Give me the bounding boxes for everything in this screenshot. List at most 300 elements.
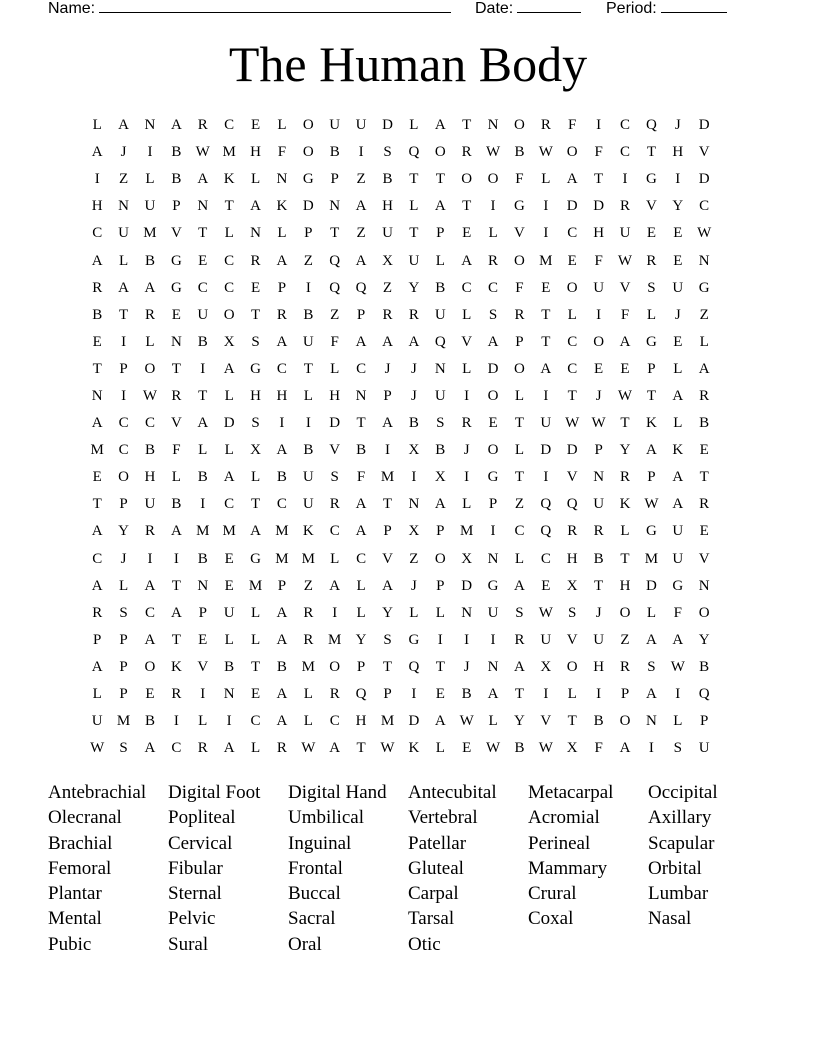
grid-letter: P (356, 306, 366, 323)
grid-letter: R (620, 198, 631, 215)
grid-letter: A (276, 713, 288, 730)
grid-letter: P (356, 658, 366, 675)
grid-letter: T (594, 577, 604, 594)
grid-letter: A (434, 496, 446, 513)
grid-letter: N (118, 198, 129, 215)
grid-letter: C (567, 360, 578, 377)
grid-letter: P (436, 523, 445, 540)
grid-letter: R (92, 604, 103, 621)
grid-letter: U (144, 496, 156, 513)
grid-letter: X (250, 442, 261, 459)
grid-letter: N (250, 225, 261, 242)
name-label: Name: (48, 0, 96, 17)
grid-row (84, 166, 734, 193)
grid-letter: A (487, 333, 499, 350)
grid-letter: L (277, 117, 287, 134)
grid-letter: D (698, 117, 710, 134)
grid-letter: I (543, 198, 549, 215)
grid-letter: A (144, 740, 156, 757)
grid-letter: E (541, 577, 551, 594)
grid-letter: G (672, 577, 684, 594)
grid-letter: G (698, 279, 710, 296)
grid-letter: E (646, 225, 656, 242)
grid-letter: B (197, 333, 208, 350)
grid-letter: T (330, 225, 340, 242)
word-bank-item: Crural (528, 883, 577, 905)
grid-letter: J (120, 144, 127, 161)
grid-letter: F (277, 144, 287, 161)
grid-letter: N (434, 360, 446, 377)
grid-letter: W (538, 604, 553, 621)
grid-letter: I (173, 550, 179, 567)
grid-letter: V (698, 550, 710, 567)
grid-letter: Z (303, 577, 313, 594)
grid-letter: M (196, 523, 210, 540)
grid-letter: C (224, 117, 235, 134)
grid-letter: K (672, 442, 684, 459)
grid-letter: L (224, 631, 234, 648)
grid-letter: G (487, 469, 499, 486)
word-bank-item: Fibular (168, 857, 223, 879)
grid-letter: S (330, 469, 339, 486)
grid-letter: T (250, 306, 261, 323)
grid-letter: T (119, 306, 129, 323)
grid-letter: L (198, 713, 208, 730)
grid-row (84, 654, 734, 681)
grid-letter: B (435, 279, 446, 296)
grid-letter: C (540, 550, 551, 567)
grid-letter: A (619, 333, 631, 350)
grid-letter: C (514, 523, 525, 540)
grid-letter: A (355, 496, 367, 513)
grid-letter: E (620, 360, 630, 377)
grid-letter: C (488, 279, 499, 296)
grid-letter: C (356, 360, 367, 377)
grid-letter: H (672, 144, 684, 161)
grid-letter: D (487, 360, 499, 377)
word-bank-item: Inguinal (288, 832, 352, 854)
word-bank-item: Digital Foot (168, 782, 261, 803)
grid-letter: B (699, 658, 710, 675)
grid-letter: W (301, 740, 316, 757)
word-bank-item: Digital Hand (288, 782, 387, 803)
grid-letter: J (410, 577, 417, 594)
grid-letter: O (144, 360, 156, 377)
grid-letter: O (566, 658, 578, 675)
grid-letter: L (303, 713, 313, 730)
word-bank-item: Gluteal (408, 857, 464, 879)
grid-letter: B (276, 658, 287, 675)
grid-letter: A (118, 279, 129, 296)
grid-letter: O (434, 144, 446, 161)
grid-letter: M (116, 713, 131, 730)
grid-letter: R (567, 523, 578, 540)
grid-letter: M (301, 550, 315, 567)
grid-letter: L (250, 604, 261, 621)
grid-letter: A (382, 415, 393, 432)
grid-letter: L (435, 252, 445, 269)
grid-letter: O (487, 171, 499, 188)
grid-letter: V (461, 333, 473, 350)
grid-letter: A (197, 171, 209, 188)
grid-letter: W (644, 496, 659, 513)
grid-letter: A (170, 523, 182, 540)
grid-letter: L (567, 686, 577, 703)
grid-letter: D (461, 577, 473, 594)
grid-letter: N (355, 387, 367, 404)
grid-letter: L (646, 306, 656, 323)
grid-letter: P (620, 686, 630, 703)
grid-letter: S (515, 604, 524, 621)
word-bank-item: Nasal (648, 908, 692, 930)
grid-letter: I (675, 686, 681, 703)
grid-letter: A (276, 631, 288, 648)
grid-letter: P (119, 360, 128, 377)
grid-letter: B (171, 171, 182, 188)
grid-letter: O (434, 550, 446, 567)
grid-letter: F (356, 469, 366, 486)
grid-letter: R (488, 252, 499, 269)
grid-letter: I (596, 686, 602, 703)
grid-letter: D (593, 198, 605, 215)
grid-letter: O (144, 658, 156, 675)
grid-letter: D (223, 415, 235, 432)
grid-letter: N (645, 713, 657, 730)
grid-letter: P (383, 387, 392, 404)
grid-letter: A (250, 198, 261, 215)
grid-letter: A (514, 577, 525, 594)
grid-letter: S (647, 279, 656, 296)
grid-letter: I (384, 442, 390, 459)
grid-letter: R (144, 523, 155, 540)
grid-letter: X (566, 740, 578, 757)
grid-letter: O (118, 469, 129, 486)
grid-letter: Q (434, 333, 446, 350)
grid-letter: G (170, 279, 182, 296)
grid-letter: I (411, 469, 417, 486)
grid-letter: E (171, 306, 181, 323)
grid-letter: I (437, 631, 443, 648)
grid-letter: R (303, 604, 314, 621)
grid-letter: S (383, 144, 392, 161)
grid-letter: P (488, 496, 498, 513)
grid-letter: S (488, 306, 498, 323)
grid-row (84, 627, 734, 654)
grid-letter: R (303, 631, 314, 648)
word-bank-item: Femoral (48, 857, 112, 879)
grid-letter: X (461, 550, 473, 567)
grid-letter: E (250, 279, 261, 296)
word-bank-item: Antebrachial (48, 782, 147, 803)
grid-letter: B (461, 686, 472, 703)
grid-letter: N (487, 658, 499, 675)
grid-letter: Z (303, 252, 313, 269)
grid-letter: R (620, 469, 631, 486)
grid-row (84, 437, 734, 464)
grid-letter: C (118, 415, 129, 432)
grid-letter: S (568, 604, 577, 621)
grid-letter: L (92, 686, 102, 703)
grid-letter: F (515, 171, 524, 188)
grid-letter: N (487, 550, 499, 567)
grid-letter: A (329, 577, 341, 594)
grid-letter: Z (356, 171, 366, 188)
grid-letter: T (92, 360, 102, 377)
grid-letter: U (540, 415, 552, 432)
grid-letter: H (593, 658, 605, 675)
grid-letter: G (250, 360, 261, 377)
grid-letter: T (462, 198, 472, 215)
grid-row (84, 112, 734, 139)
grid-letter: R (620, 658, 631, 675)
grid-letter: M (222, 523, 236, 540)
grid-letter: Y (355, 631, 367, 648)
grid-letter: S (647, 658, 656, 675)
grid-letter: N (197, 577, 209, 594)
grid-letter: D (566, 198, 578, 215)
grid-letter: E (92, 333, 102, 350)
grid-letter: U (302, 496, 314, 513)
grid-letter: J (674, 117, 681, 134)
grid-letter: C (224, 496, 235, 513)
grid-letter: Z (330, 306, 340, 323)
grid-letter: P (119, 496, 128, 513)
grid-letter: X (382, 252, 393, 269)
grid-letter: P (383, 523, 392, 540)
grid-letter: T (171, 360, 181, 377)
word-bank-item: Carpal (408, 883, 459, 905)
grid-letter: V (540, 713, 552, 730)
grid-letter: L (462, 306, 472, 323)
grid-letter: W (538, 144, 553, 161)
grid-letter: R (593, 523, 604, 540)
grid-letter: U (619, 225, 631, 242)
grid-letter: V (566, 631, 578, 648)
grid-letter: L (699, 333, 709, 350)
grid-letter: C (92, 550, 103, 567)
grid-letter: A (619, 740, 631, 757)
word-bank-item: Vertebral (408, 807, 478, 829)
grid-letter: X (566, 577, 578, 594)
grid-letter: A (645, 686, 657, 703)
grid-letter: B (329, 144, 340, 161)
grid-letter: H (144, 469, 156, 486)
grid-letter: C (144, 604, 155, 621)
grid-letter: O (514, 252, 525, 269)
grid-letter: P (436, 225, 445, 242)
grid-letter: U (223, 604, 235, 621)
worksheet-header (0, 0, 816, 20)
grid-letter: U (144, 198, 156, 215)
grid-letter: T (620, 415, 630, 432)
grid-letter: O (514, 360, 525, 377)
grid-letter: J (595, 387, 602, 404)
grid-letter: A (197, 415, 209, 432)
grid-letter: R (171, 387, 182, 404)
grid-letter: O (302, 144, 314, 161)
grid-letter: V (170, 225, 182, 242)
grid-letter: L (462, 360, 472, 377)
grid-letter: O (514, 117, 525, 134)
grid-letter: L (277, 225, 287, 242)
grid-letter: W (617, 252, 633, 269)
date-field (475, 0, 581, 18)
grid-letter: L (250, 171, 261, 188)
grid-letter: L (541, 171, 551, 188)
grid-letter: E (594, 360, 604, 377)
grid-letter: F (594, 144, 603, 161)
grid-letter: B (144, 713, 155, 730)
grid-letter: T (514, 469, 525, 486)
grid-letter: A (91, 523, 103, 540)
grid-letter: D (540, 442, 552, 459)
grid-letter: R (646, 252, 657, 269)
grid-letter: S (436, 415, 445, 432)
grid-letter: Q (408, 658, 420, 675)
word-bank-item: Pubic (48, 933, 92, 955)
grid-row (84, 139, 734, 166)
grid-letter: U (434, 387, 446, 404)
word-bank-item: Popliteal (168, 807, 236, 829)
grid-letter: Z (382, 279, 393, 296)
word-bank-item: Olecranal (48, 807, 122, 829)
grid-letter: E (198, 631, 208, 648)
grid-letter: Q (355, 686, 367, 703)
grid-letter: I (543, 469, 549, 486)
grid-letter: T (303, 360, 313, 377)
period-label: Period: (606, 0, 657, 17)
grid-letter: O (566, 279, 578, 296)
grid-letter: A (672, 469, 684, 486)
grid-letter: N (593, 469, 605, 486)
grid-letter: B (435, 442, 446, 459)
grid-letter: W (565, 415, 580, 432)
word-bank-item: Coxal (528, 908, 574, 930)
grid-letter: N (698, 577, 710, 594)
grid-letter: T (356, 415, 366, 432)
grid-row (84, 600, 734, 627)
grid-letter: I (147, 550, 153, 567)
grid-letter: V (698, 144, 710, 161)
grid-letter: F (568, 117, 577, 134)
grid-letter: W (697, 225, 712, 242)
word-bank-item: Sternal (168, 883, 222, 905)
grid-letter: L (250, 631, 261, 648)
grid-letter: F (330, 333, 339, 350)
grid-letter: Z (514, 496, 525, 513)
grid-letter: U (540, 631, 552, 648)
grid-letter: C (197, 279, 208, 296)
grid-letter: E (699, 523, 709, 540)
grid-letter: Q (408, 144, 420, 161)
grid-letter: B (197, 550, 208, 567)
grid-letter: Y (514, 713, 525, 730)
grid-letter: W (485, 144, 501, 161)
grid-letter: L (488, 713, 498, 730)
grid-letter: J (384, 360, 391, 377)
grid-row (84, 546, 734, 573)
grid-letter: P (436, 577, 445, 594)
grid-letter: T (409, 225, 419, 242)
grid-letter: R (92, 279, 103, 296)
grid-letter: U (302, 469, 314, 486)
grid-letter: A (170, 117, 182, 134)
grid-letter: A (276, 604, 288, 621)
grid-letter: R (144, 306, 155, 323)
grid-letter: A (698, 360, 710, 377)
grid-letter: L (224, 225, 234, 242)
grid-letter: L (198, 442, 208, 459)
grid-letter: V (197, 658, 209, 675)
grid-letter: T (224, 198, 234, 215)
grid-letter: Q (329, 279, 341, 296)
word-bank-item: Metacarpal (528, 782, 614, 803)
grid-letter: A (355, 333, 367, 350)
grid-letter: V (619, 279, 631, 296)
grid-letter: T (92, 496, 102, 513)
grid-letter: T (514, 686, 525, 703)
grid-letter: W (195, 144, 210, 161)
grid-letter: V (170, 415, 182, 432)
grid-row (84, 220, 734, 247)
word-bank-item: Orbital (648, 857, 702, 879)
grid-letter: H (593, 225, 605, 242)
grid-letter: A (170, 604, 182, 621)
grid-letter: C (250, 713, 261, 730)
grid-letter: K (302, 523, 314, 540)
grid-letter: U (593, 279, 605, 296)
grid-letter: I (543, 387, 549, 404)
grid-letter: W (142, 387, 158, 404)
grid-letter: A (645, 442, 657, 459)
grid-letter: O (619, 604, 631, 621)
grid-letter: U (197, 306, 209, 323)
word-bank-item: Mammary (528, 857, 608, 879)
grid-letter: A (276, 442, 288, 459)
grid-letter: X (540, 658, 552, 675)
word-bank-item: Sural (168, 933, 209, 955)
grid-row (84, 735, 734, 762)
grid-letter: A (91, 577, 103, 594)
grid-letter: L (567, 306, 577, 323)
word-bank-item: Pelvic (168, 908, 216, 930)
grid-letter: U (672, 279, 684, 296)
grid-letter: J (120, 550, 127, 567)
grid-letter: B (224, 658, 235, 675)
grid-letter: L (673, 713, 683, 730)
grid-letter: B (171, 496, 182, 513)
grid-letter: M (380, 713, 395, 730)
grid-letter: B (382, 171, 393, 188)
grid-letter: C (620, 117, 631, 134)
grid-letter: I (279, 415, 285, 432)
grid-letter: C (567, 225, 578, 242)
grid-letter: J (674, 306, 681, 323)
grid-letter: I (622, 171, 628, 188)
grid-letter: P (119, 631, 128, 648)
grid-letter: H (566, 550, 578, 567)
grid-letter: E (488, 415, 498, 432)
grid-letter: Y (672, 198, 684, 215)
grid-letter: L (409, 117, 419, 134)
grid-letter: I (596, 117, 602, 134)
grid-letter: T (435, 658, 445, 675)
grid-letter: U (672, 523, 684, 540)
grid-letter: D (329, 415, 341, 432)
grid-letter: A (434, 117, 446, 134)
grid-letter: A (355, 198, 367, 215)
grid-letter: R (699, 387, 710, 404)
